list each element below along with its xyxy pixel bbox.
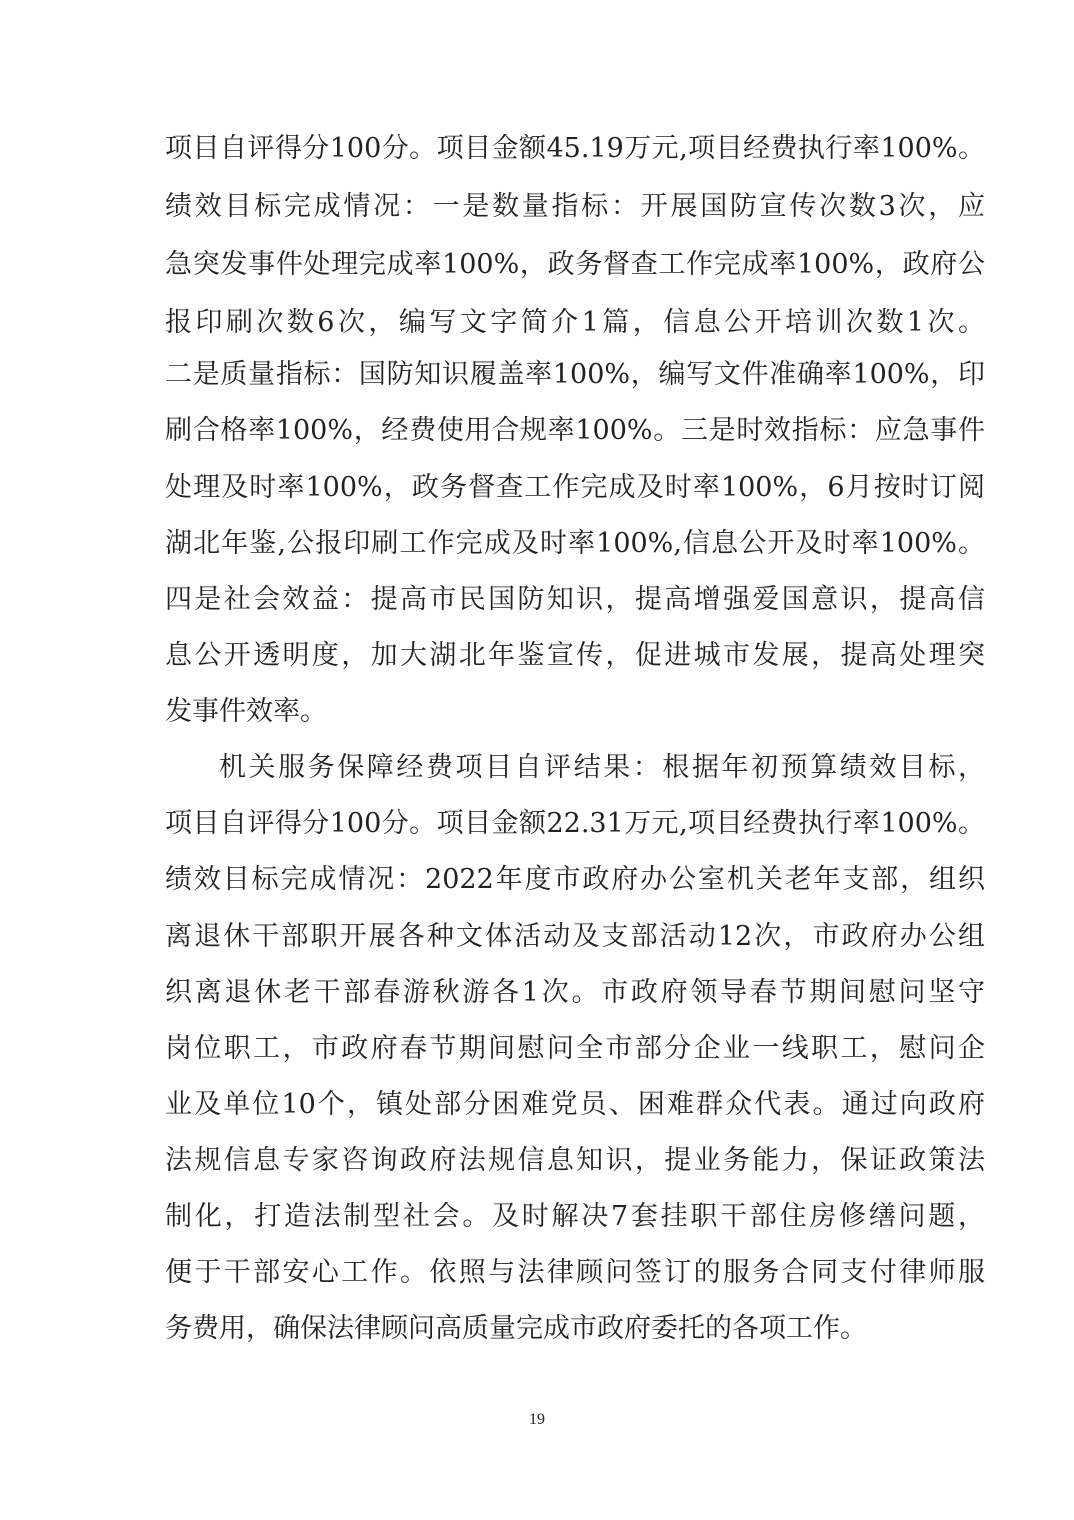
- text-line: 离退休干部职开展各种文体活动及支部活动12次，市政府办公组: [165, 921, 985, 952]
- page-number: 19: [529, 1411, 545, 1428]
- text-line: 务费用，确保法律顾问高质量完成市政府委托的各项工作。: [165, 1313, 867, 1344]
- text-line: 绩效目标完成情况：一是数量指标：开展国防宣传次数3次，应: [165, 191, 985, 222]
- text-line: 业及单位10个，镇处部分困难党员、困难群众代表。通过向政府: [165, 1089, 985, 1120]
- text-line: 岗位职工，市政府春节期间慰问全市部分企业一线职工，慰问企: [165, 1033, 985, 1064]
- text-line: 处理及时率100%，政务督查工作完成及时率100%，6月按时订阅: [165, 472, 985, 503]
- text-line: 息公开透明度，加大湖北年鉴宣传，促进城市发展，提高处理突: [165, 640, 985, 671]
- text-line: 项目自评得分100分。项目金额45.19万元,项目经费执行率100%。: [165, 133, 985, 164]
- text-line: 急突发事件处理完成率100%，政务督查工作完成率100%，政府公: [165, 249, 985, 280]
- text-line: 织离退休老干部春游秋游各1次。市政府领导春节期间慰问坚守: [165, 977, 985, 1008]
- text-line: 机关服务保障经费项目自评结果：根据年初预算绩效目标，: [219, 752, 985, 783]
- text-line: 绩效目标完成情况：2022年度市政府办公室机关老年支部，组织: [165, 864, 985, 895]
- text-line: 制化，打造法制型社会。及时解决7套挂职干部住房修缮问题，: [165, 1201, 985, 1232]
- text-line: 刷合格率100%，经费使用合规率100%。三是时效指标：应急事件: [165, 415, 985, 446]
- text-line: 四是社会效益：提高市民国防知识，提高增强爱国意识，提高信: [165, 584, 985, 615]
- text-line: 二是质量指标：国防知识履盖率100%，编写文件准确率100%，印: [165, 359, 985, 390]
- text-line: 湖北年鉴,公报印刷工作完成及时率100%,信息公开及时率100%。: [165, 528, 985, 559]
- text-line: 法规信息专家咨询政府法规信息知识，提业务能力，保证政策法: [165, 1145, 985, 1176]
- text-line: 发事件效率。: [165, 696, 327, 727]
- text-line: 项目自评得分100分。项目金额22.31万元,项目经费执行率100%。: [165, 808, 985, 839]
- text-line: 便于干部安心工作。依照与法律顾问签订的服务合同支付律师服: [165, 1257, 985, 1288]
- text-line: 报印刷次数6次，编写文字简介1篇，信息公开培训次数1次。: [165, 307, 985, 338]
